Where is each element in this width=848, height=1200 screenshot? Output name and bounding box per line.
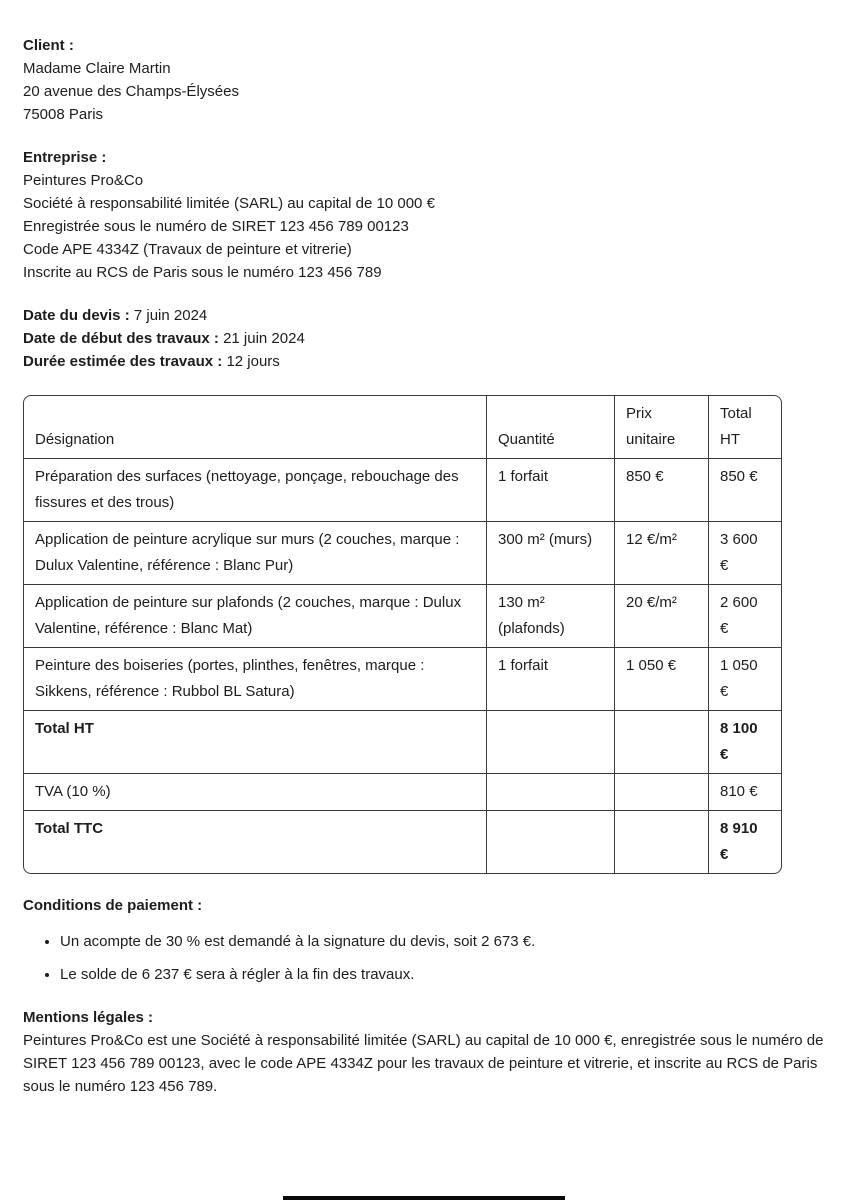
date-devis-line <box>23 304 826 327</box>
paiement-section <box>23 894 826 986</box>
duree-line <box>23 350 826 373</box>
client-heading: Client : <box>23 37 74 54</box>
cell-designation: Application de peinture sur plafonds (2 couches, marque : Dulux Valentine, référence : Blanc Mat) <box>24 585 487 648</box>
mentions-heading: Mentions légales : <box>23 1009 154 1026</box>
entreprise-section <box>23 146 826 284</box>
cell-prix <box>615 774 709 811</box>
table-header-row <box>24 396 781 459</box>
cell-quantite: 300 m² (murs) <box>487 522 615 585</box>
header-quantite: Quantité <box>487 396 615 459</box>
table-row-boiseries <box>24 648 781 711</box>
entreprise-heading: Entreprise : <box>23 149 107 166</box>
date-devis-label: Date du devis : <box>23 307 130 324</box>
client-address-line2: 75008 Paris <box>23 106 104 123</box>
cell-total: 810 € <box>709 774 781 811</box>
cell-quantite: 1 forfait <box>487 459 615 522</box>
table-row-tva <box>24 774 781 811</box>
header-prix-unitaire: Prix unitaire <box>615 396 709 459</box>
client-name: Madame Claire Martin <box>23 60 171 77</box>
date-debut-label: Date de début des travaux : <box>23 330 219 347</box>
client-address-line1: 20 avenue des Champs-Élysées <box>23 83 239 100</box>
cell-prix <box>615 711 709 774</box>
paiement-bullet-solde: • Le solde de 6 237 € sera à régler à la fin des travaux. <box>60 963 826 986</box>
cell-designation: Total HT <box>24 711 487 774</box>
date-devis-value: 7 juin 2024 <box>133 307 208 324</box>
entreprise-ape-line: Code APE 4334Z (Travaux de peinture et vitrerie) <box>23 241 352 258</box>
header-designation: Désignation <box>24 396 487 459</box>
cell-designation: Peinture des boiseries (portes, plinthes, fenêtres, marque : Sikkens, référence : Rubbol BL Satura) <box>24 648 487 711</box>
cell-quantite <box>487 811 615 873</box>
cell-total: 1 050 € <box>709 648 781 711</box>
cell-prix: 20 €/m² <box>615 585 709 648</box>
cell-designation: Application de peinture acrylique sur murs (2 couches, marque : Dulux Valentine, référence : Blanc Pur) <box>24 522 487 585</box>
cell-total: 8 100 € <box>709 711 781 774</box>
table-row-total-ht <box>24 711 781 774</box>
cell-quantite <box>487 774 615 811</box>
entreprise-name: Peintures Pro&Co <box>23 172 144 189</box>
duree-value: 12 jours <box>226 353 280 370</box>
paiement-bullets <box>23 930 826 986</box>
date-debut-value: 21 juin 2024 <box>223 330 305 347</box>
paiement-heading: Conditions de paiement : <box>23 897 203 914</box>
cell-prix: 12 €/m² <box>615 522 709 585</box>
page-bottom-bar <box>283 1196 565 1200</box>
duree-label: Durée estimée des travaux : <box>23 353 223 370</box>
cell-prix: 1 050 € <box>615 648 709 711</box>
cell-total: 8 910 € <box>720 820 758 863</box>
mentions-section <box>23 1006 826 1098</box>
cell-total: 2 600 € <box>709 585 781 648</box>
cell-prix: 850 € <box>615 459 709 522</box>
entreprise-siret-line: Enregistrée sous le numéro de SIRET 123 456 789 00123 <box>23 218 409 235</box>
cell-total: 3 600 € <box>709 522 781 585</box>
date-debut-line <box>23 327 826 350</box>
dates-section <box>23 304 826 373</box>
table-row-preparation <box>24 459 781 522</box>
table-row-plafonds <box>24 585 781 648</box>
mentions-text: Peintures Pro&Co est une Société à responsabilité limitée (SARL) au capital de 10 000 €, enregistrée sous le numéro de SIRET 123 456 789 00123, avec le code APE 4334Z pour les travaux de peinture et vitrerie, et inscrite au RCS de Paris sous le numéro 123 456 789. <box>23 1032 824 1095</box>
cell-prix <box>615 811 709 873</box>
table-row-total-ttc <box>24 811 781 873</box>
cell-quantite: 130 m² (plafonds) <box>487 585 615 648</box>
cell-quantite: 1 forfait <box>487 648 615 711</box>
cell-designation: TVA (10 %) <box>24 774 487 811</box>
cell-quantite <box>487 711 615 774</box>
cell-designation: Préparation des surfaces (nettoyage, ponçage, rebouchage des fissures et des trous) <box>24 459 487 522</box>
cell-total: 850 € <box>709 459 781 522</box>
header-total-ht: Total HT <box>709 396 781 459</box>
table-row-murs <box>24 522 781 585</box>
entreprise-capital-line: Société à responsabilité limitée (SARL) au capital de 10 000 € <box>23 195 435 212</box>
quote-table <box>23 395 782 874</box>
entreprise-rcs-line: Inscrite au RCS de Paris sous le numéro 123 456 789 <box>23 264 382 281</box>
cell-designation: Total TTC <box>24 811 487 873</box>
client-section <box>23 34 826 126</box>
paiement-bullet-acompte: • Un acompte de 30 % est demandé à la signature du devis, soit 2 673 €. <box>60 930 826 953</box>
